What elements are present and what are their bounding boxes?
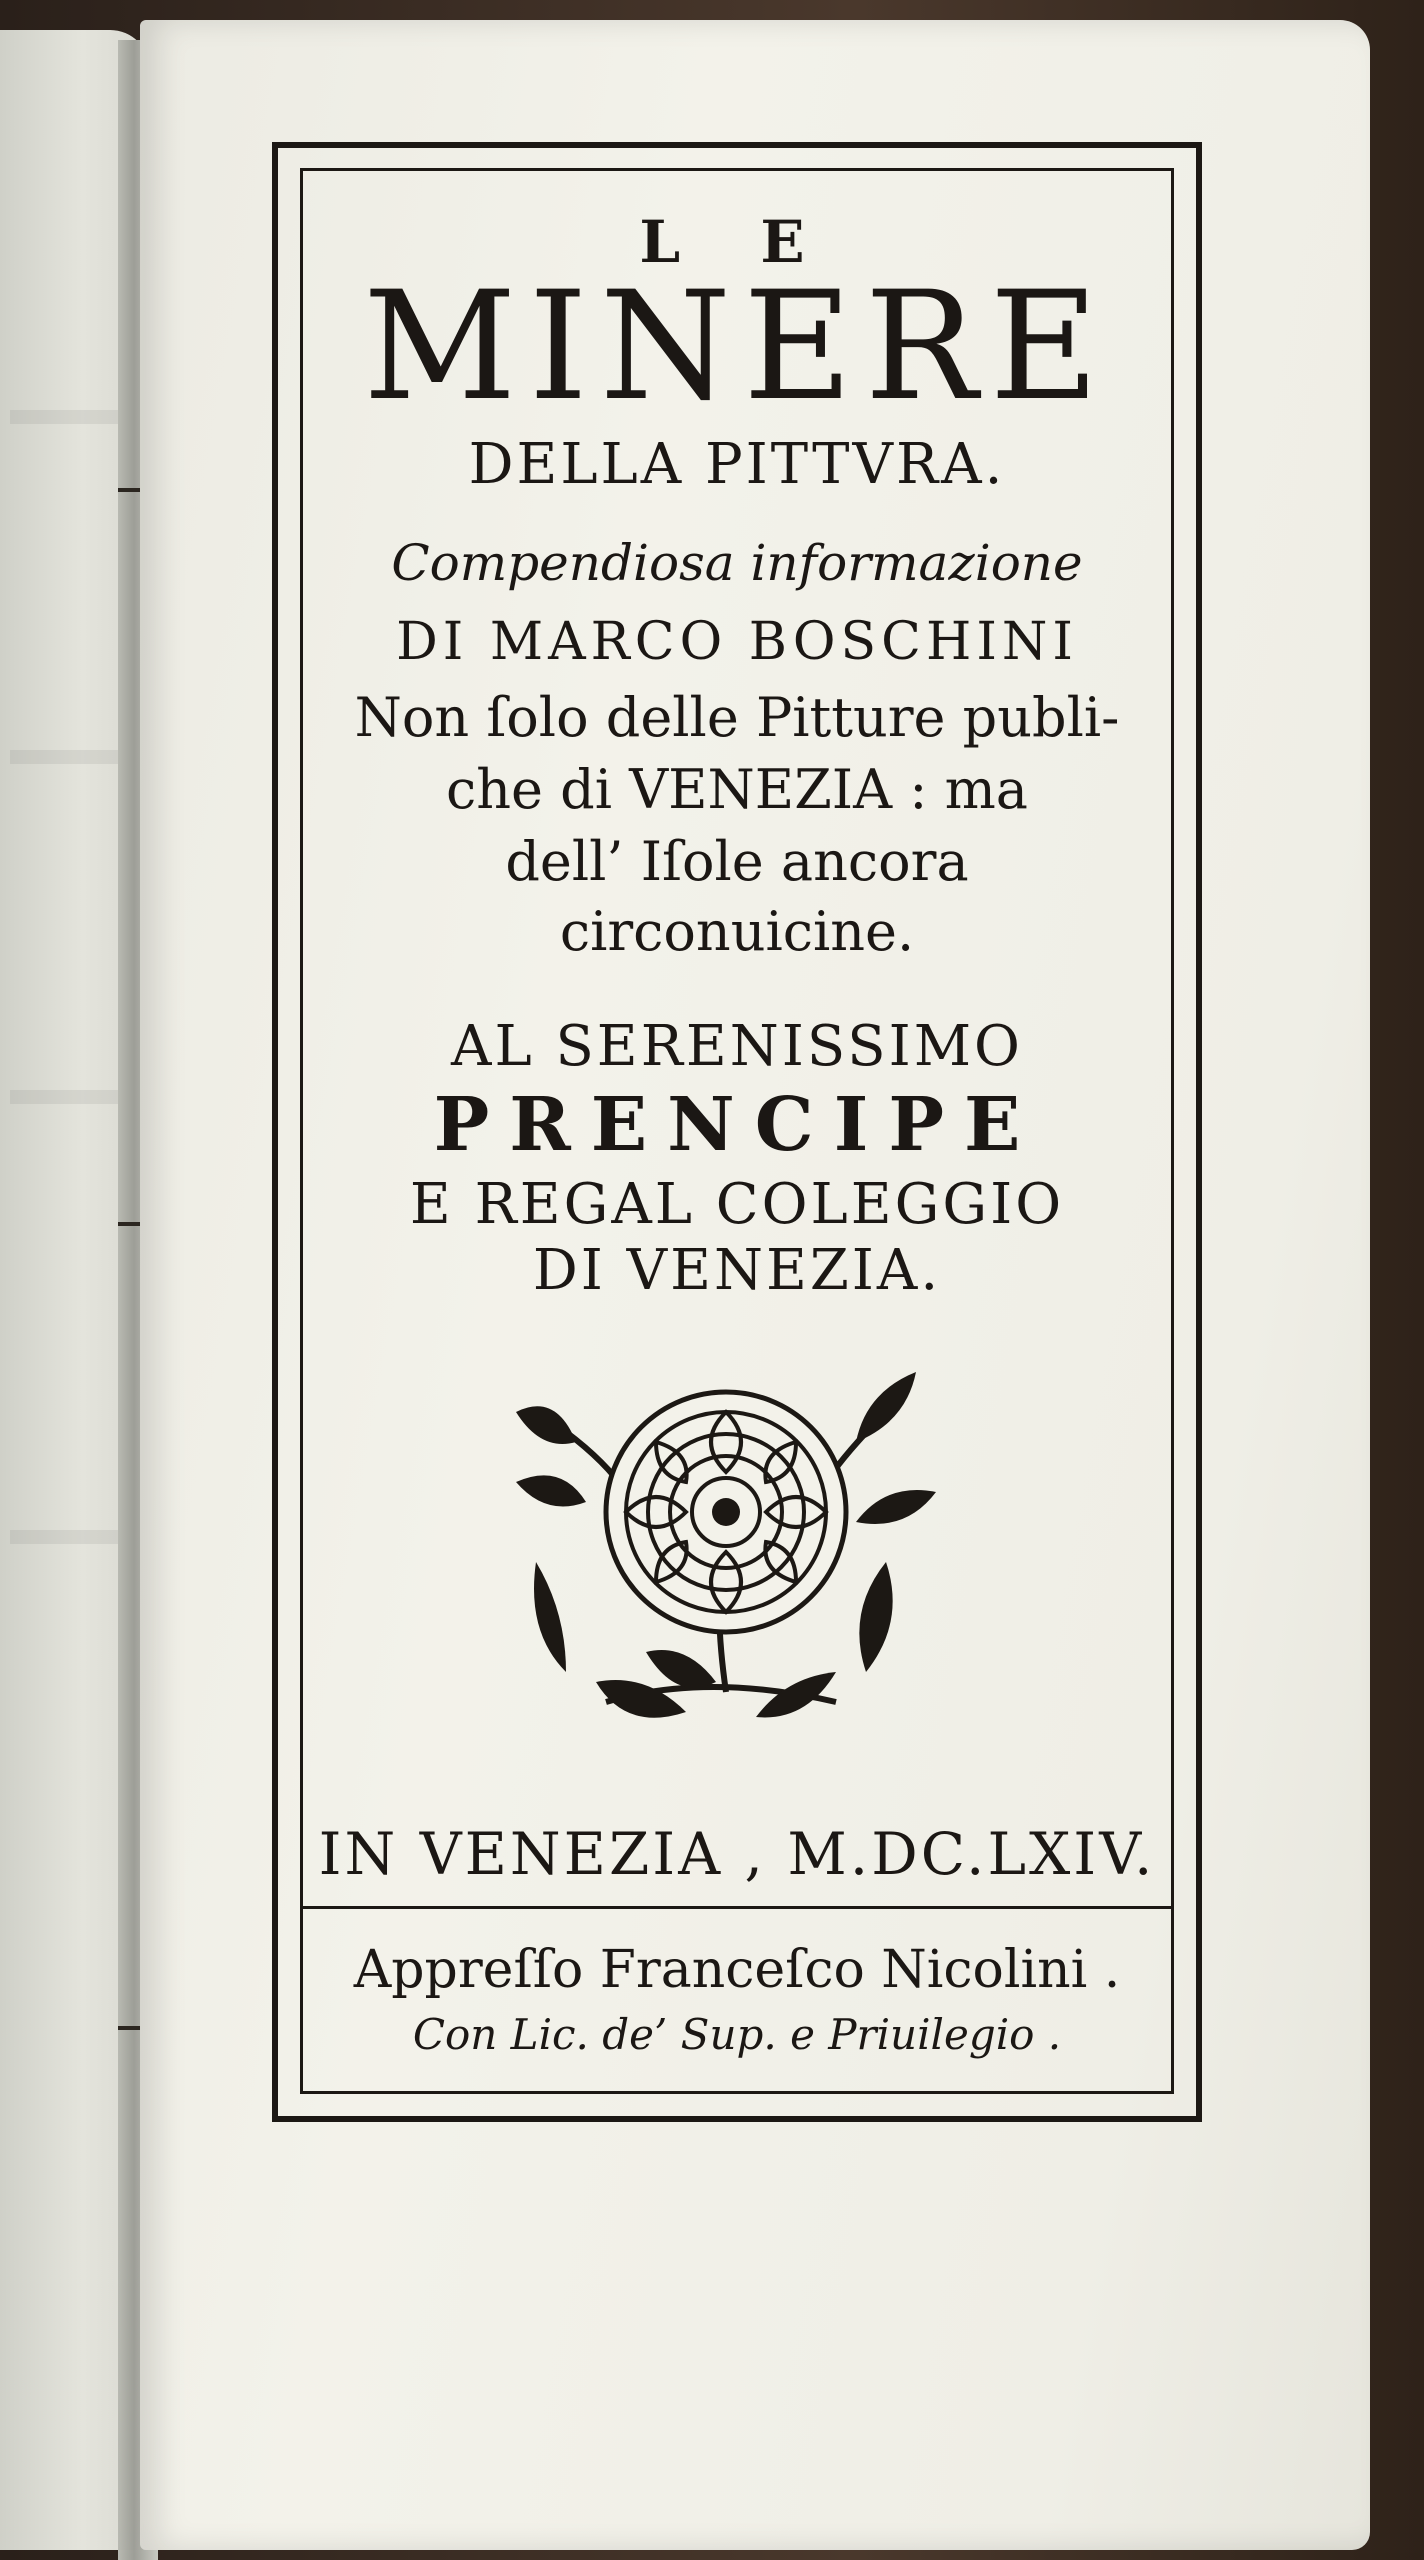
subtitle: DELLA PITTVRA. — [468, 432, 1006, 497]
description-intro: Compendiosa informazione — [391, 534, 1083, 592]
page-edge-mark — [118, 488, 140, 492]
dedication-line: AL SERENISSIMO — [451, 1014, 1023, 1079]
dedication-line: DI VENEZIA. — [532, 1238, 942, 1303]
show-through-text — [10, 1090, 120, 1104]
show-through-text — [10, 1530, 120, 1544]
dedication-line: E REGAL COLEGGIO — [409, 1172, 1065, 1237]
description-line: dell’ Iſole ancora — [505, 830, 969, 893]
imprint-rule — [300, 1906, 1174, 1909]
page-edge-mark — [118, 1222, 140, 1226]
title-article: L E — [639, 208, 835, 276]
license-line: Con Lic. de’ Sup. e Priuilegio . — [412, 2010, 1062, 2059]
rose-woodcut-icon — [506, 1372, 946, 1752]
description-line: circonuicine. — [559, 900, 915, 963]
page-edge-mark — [118, 2026, 140, 2030]
show-through-text — [10, 410, 120, 424]
title-main: MINERE — [362, 260, 1112, 434]
author-line: DI MARCO BOSCHINI — [396, 612, 1078, 672]
imprint-line: IN VENEZIA , M.DC.LXIV. — [318, 1820, 1156, 1888]
show-through-text — [10, 750, 120, 764]
description-line: Non ſolo delle Pitture publi- — [354, 686, 1120, 749]
description-line: che di VENEZIA : ma — [445, 758, 1028, 821]
printer-line: Appreſſo Franceſco Nicolini . — [353, 1940, 1121, 2000]
dedication-prencipe: PRENCIPE — [433, 1082, 1041, 1168]
